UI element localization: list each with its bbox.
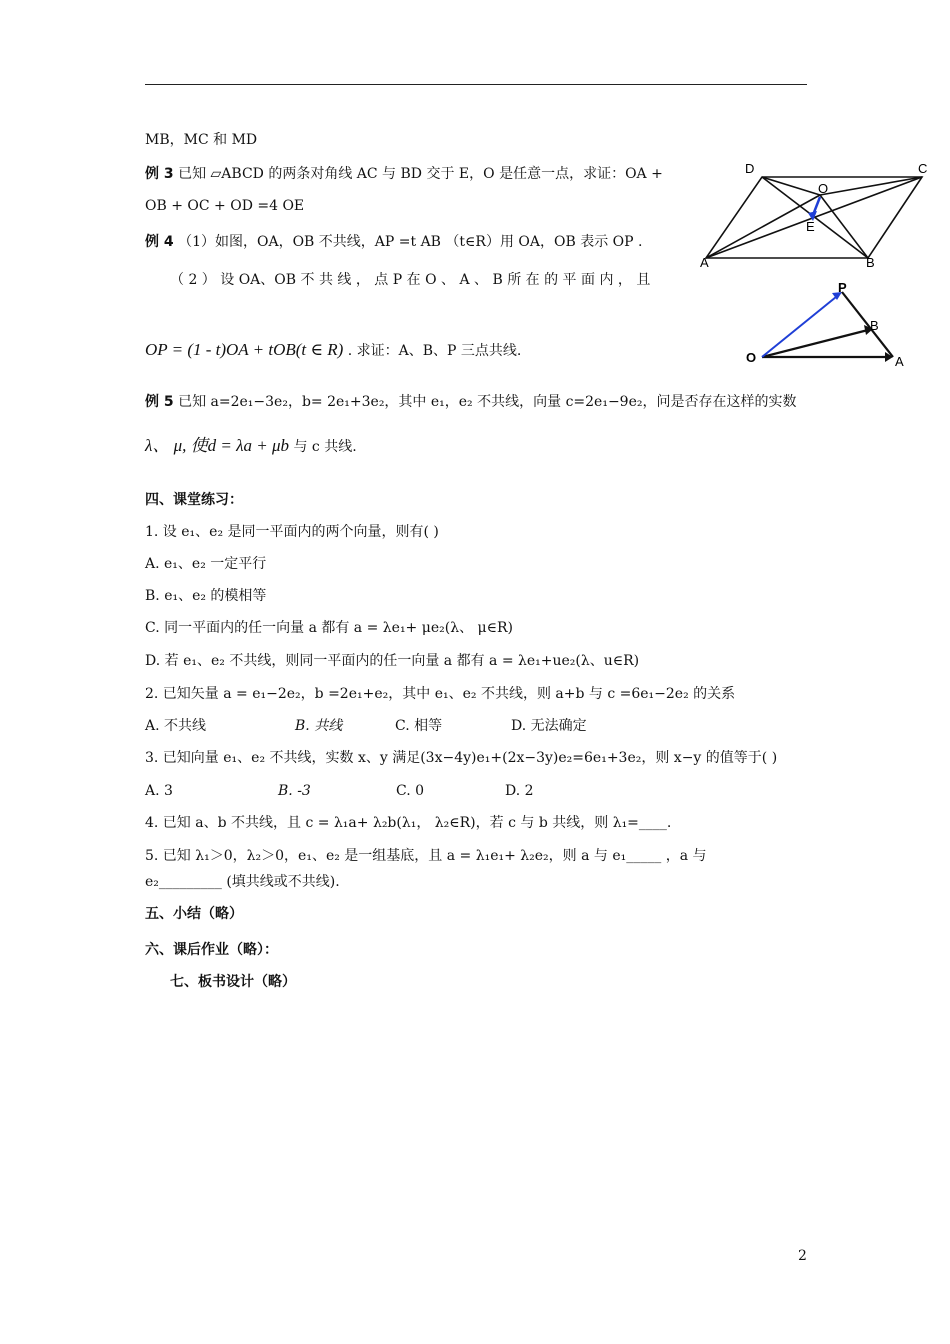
section-4-title: 四、课堂练习： [145, 492, 243, 508]
question-2-option-b: B. 共线 [295, 718, 343, 734]
example-3-text: 已知 ▱ABCD 的两条对角线 AC 与 BD 交于 E，O 是任意一点，求证：OA + [178, 166, 663, 182]
example-4-conclusion: . 求证：A、B、P 三点共线. [347, 343, 522, 359]
example-5-text: 已知 a=2e₁−3e₂，b= 2e₁+3e₂，其中 e₁，e₂ 不共线，向量 c=2e₁−9e₂，问是否存在这样的实数 [178, 394, 797, 410]
label-e: E [806, 219, 815, 234]
section-6-title: 六、课后作业（略）： [145, 942, 278, 958]
question-5-line-1: 5. 已知 λ₁＞0，λ₂＞0，e₁、e₂ 是一组基底，且 a = λ₁e₁+ λ₂e₂，则 a 与 e₁_____ ，a 与 [145, 848, 707, 864]
header-rule [145, 84, 807, 85]
question-2-option-a: A. 不共线 [145, 718, 207, 734]
question-1: 1. 设 e₁、e₂ 是同一平面内的两个向量，则有( ) [145, 524, 439, 540]
example-4-equation: OP = (1 - t)OA + tOB(t ∈ R) [145, 340, 344, 359]
example-5-math: λ、 μ, 使d = λa + μb [145, 436, 289, 455]
example-4-label: 例 4 [145, 234, 174, 250]
label-a2: A [895, 354, 904, 369]
label-a: A [700, 255, 709, 270]
vector-triangle-figure [740, 280, 915, 375]
example-3-label: 例 3 [145, 166, 174, 182]
label-p: P [838, 280, 847, 295]
question-1-option-b: B. e₁、e₂ 的模相等 [145, 588, 267, 604]
section-5-title: 五、小结（略） [145, 906, 243, 922]
page-number: 2 [798, 1248, 807, 1264]
label-b: B [866, 255, 875, 270]
question-2-option-c: C. 相等 [395, 718, 443, 734]
question-4: 4. 已知 a、b 不共线，且 c = λ₁a+ λ₂b(λ₁， λ₂∈R)，若 c 与 b 共线，则 λ₁=____. [145, 815, 672, 831]
example-4-equation-line [145, 340, 521, 361]
section-7-title: 七、板书设计（略） [170, 974, 296, 990]
top-line: MB，MC 和 MD [145, 132, 258, 148]
question-3-option-b: B. -3 [278, 783, 311, 799]
example-5-line-1 [145, 392, 796, 412]
example-4-part-1: （1）如图，OA，OB 不共线，AP =t AB （t∈R）用 OA，OB 表示 OP . [178, 234, 643, 250]
label-d: D [745, 161, 755, 176]
question-2: 2. 已知矢量 a = e₁−2e₂，b =2e₁+e₂，其中 e₁、e₂ 不共线，则 a+b 与 c =6e₁−2e₂ 的关系 [145, 686, 736, 702]
question-3-option-a: A. 3 [145, 783, 173, 799]
question-5-line-2: e₂_________ (填共线或不共线). [145, 874, 340, 890]
question-3-option-c: C. 0 [396, 783, 425, 799]
example-3-line-2: OB + OC + OD =4 OE [145, 198, 305, 214]
example-5-label: 例 5 [145, 394, 174, 410]
example-5-tail: 与 c 共线. [293, 439, 357, 455]
question-1-option-d: D. 若 e₁、e₂ 不共线，则同一平面内的任一向量 a 都有 a = λe₁+ue₂(λ、u∈R) [145, 653, 640, 669]
question-3: 3. 已知向量 e₁、e₂ 不共线，实数 x、y 满足(3x−4y)e₁+(2x−3y)e₂=6e₁+3e₂，则 x−y 的值等于( ) [145, 750, 778, 766]
question-2-option-d: D. 无法确定 [511, 718, 587, 734]
example-4-part-2: （ 2 ） 设 OA、OB 不 共 线 ， 点 P 在 O 、 A 、 B 所 在 的 平 面 内 ， 且 [170, 272, 651, 288]
label-o: O [818, 181, 829, 196]
parallelogram-figure [700, 155, 940, 270]
label-o2: O [746, 350, 757, 365]
question-1-option-c: C. 同一平面内的任一向量 a 都有 a = λe₁+ μe₂(λ、 μ∈R) [145, 620, 513, 636]
example-3-line-1 [145, 164, 663, 184]
example-5-line-2 [145, 436, 357, 457]
example-4-line-1 [145, 232, 642, 252]
question-1-option-a: A. e₁、e₂ 一定平行 [145, 556, 267, 572]
question-3-option-d: D. 2 [505, 783, 534, 799]
label-b2: B [870, 318, 879, 333]
label-c: C [918, 161, 928, 176]
